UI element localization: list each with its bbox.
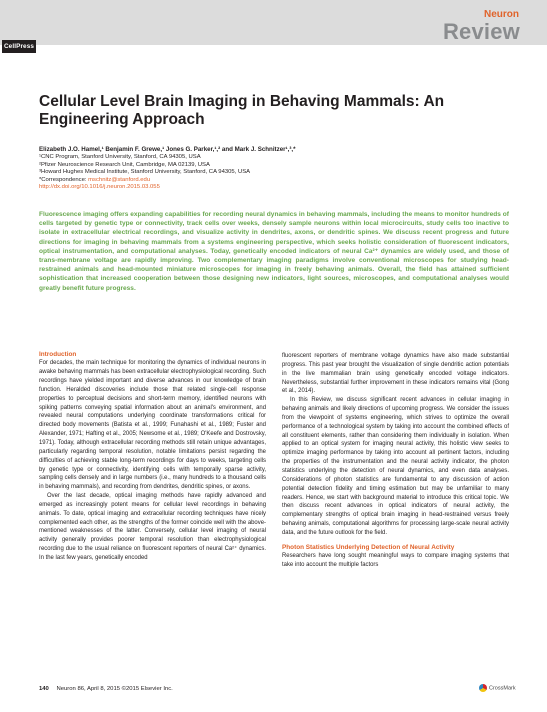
correspondence-label: *Correspondence: [39, 176, 87, 183]
journal-name: Neuron [484, 9, 519, 20]
paragraph: For decades, the main technique for monitoring the dynamics of individual neurons in awake behaving mammals has been extracellular electrophysiological recording. Such recordings have yielded important and diverse advances in our knowledge of brain function. Heralded discoveries include those that related single-cell response properties to perceptual decisions and short-term memory, identified neurons with spiking patterns conveying spatial information about an animal's environment, and revealed neural computations underlying coordinate transformations critical for directed body movements (Batista et al., 1999; Funahashi et al., 1989; Fuster and Alexander, 1971; Hafting et al., 2005; Newsome et al., 1989; O'Keefe and Dostrovsky, 1971). Today, although extracellular recording methods still retain unique advantages, particularly regarding temporal resolution, notable limitations persist regarding the difficulties of achieving stable long-term recordings for days to weeks, targeting cells by genetic type or connectivity, identifying cells with temporally sparse activity, sampling cells densely and in large numbers (i.e., many hundreds to a thousand cells in behaving mammals), and recording from dendrites, dendritic spines, or axons. [39, 360, 266, 491]
citation-line: Neuron 86, April 8, 2015 ©2015 Elsevier Inc. [56, 686, 173, 692]
correspondence [39, 177, 509, 185]
section-heading-photon-statistics: Photon Statistics Underlying Detection of Neural Activity [282, 543, 455, 551]
author-list: Elizabeth J.O. Hamel,¹ Benjamin F. Grewe,¹ Jones G. Parker,¹,² and Mark J. Schnitzer¹,³,* [39, 146, 296, 153]
correspondence-email-link[interactable]: mschnitz@stanford.edu [88, 176, 151, 183]
paragraph: fluorescent reporters of membrane voltage dynamics have also made substantial progress. This past year brought the visualization of single dendritic action potentials in the live mammalian brain using genetically encoded voltage indicators. Nevertheless, substantial further improvement in these indicators remains vital (Gong et al., 2014). [282, 353, 509, 395]
paragraph: Researchers have long sought meaningful ways to compare imaging systems that take into account the multiple factors [282, 553, 509, 568]
crossmark-icon [479, 684, 487, 692]
doi-link[interactable]: http://dx.doi.org/10.1016/j.neuron.2015.03.055 [39, 184, 160, 190]
section-heading-introduction: Introduction [39, 351, 77, 358]
paragraph: In this Review, we discuss significant recent advances in cellular imaging in behaving animals and likely directions of upcoming progress. We consider the issues from the viewpoint of systems engineering, which strives to optimize the overall performance of a technological system by taking into account the combined effects of all constituent elements, rather than considering them individually in isolation. When applied to an optical system for imaging neural activity, this holistic view seeks to optimize imaging performance by taking into account all pertinent factors, including the properties of the instrumentation and the neural activity indicator, the photon statistics underlying the detection of neural dynamics, and even data analyses. Considerations of photon statistics are fundamental to any discussion of action potential detection fidelity and timing estimation but may be unfamiliar to many readers. Hence, we start with background material to introduce this critical topic. We then discuss recent advances in optical indicators of neural activity, the complementary strengths of optical brain imaging in head-restrained versus freely behaving animals, computational algorithms for processing large-scale neural activity data, and the future outlook for the field. [282, 397, 509, 536]
right-column [282, 352, 509, 570]
abstract: Fluorescence imaging offers expanding capabilities for recording neural dynamics in behaving mammals, including the means to monitor hundreds of cells targeted by genetic type or connectivity, track cells over weeks, densely sample neurons within local microcircuits, study cells too inactive to isolate in extracellular electrical recordings, and visualize activity in dendrites, axons, or dendritic spines. We discuss recent progress and future directions for imaging in behaving mammals from a systems engineering perspective, which seeks holistic consideration of fluorescent indicators, optical instrumentation, and computational analyses. Today, genetically encoded indicators of neural Ca²⁺ dynamics are widely used, and those of trans-membrane voltage are rapidly improving. Two complementary imaging paradigms involve conventional microscopes for studying head-restrained animals and head-mounted miniature microscopes for imaging in freely behaving animals. Overall, the field has attained sufficient sophistication that increased cooperation between those designing new indicators, light sources, microscopes, and computational analyses would greatly benefit future progress. [39, 211, 509, 292]
publisher-logo: CellPress [2, 40, 36, 53]
crossmark-label: CrossMark [489, 685, 516, 692]
affiliation-1: ¹CNC Program, Stanford University, Stanford, CA 94305, USA [39, 154, 201, 160]
article-title: Cellular Level Brain Imaging in Behaving Mammals: An Engineering Approach [39, 93, 445, 128]
paragraph: Over the last decade, optical imaging methods have rapidly advanced and emerged as increasingly potent means for cellular level recordings in behaving animals. To date, optical imaging and extracellular recording techniques have nicely complemented each other, as the strengths of the former coincide well with the above-mentioned weaknesses of the latter. Conversely, cellular level imaging of neural activity generally provides poorer temporal resolution than electrophysiological recording due to the usual reliance on fluorescent reporters of neural Ca²⁺ dynamics. In the last few years, genetically encoded [39, 493, 266, 561]
affiliation-3: ³Howard Hughes Medical Institute, Stanford University, Stanford, CA 94305, USA [39, 169, 251, 175]
left-column [39, 351, 266, 563]
affiliation-2: ²Pfizer Neuroscience Research Unit, Cambridge, MA 02139, USA [39, 161, 210, 168]
crossmark-badge[interactable] [479, 684, 516, 692]
page-number: 140 [39, 686, 49, 692]
page-footer [39, 686, 173, 692]
article-type: Review [442, 19, 520, 44]
